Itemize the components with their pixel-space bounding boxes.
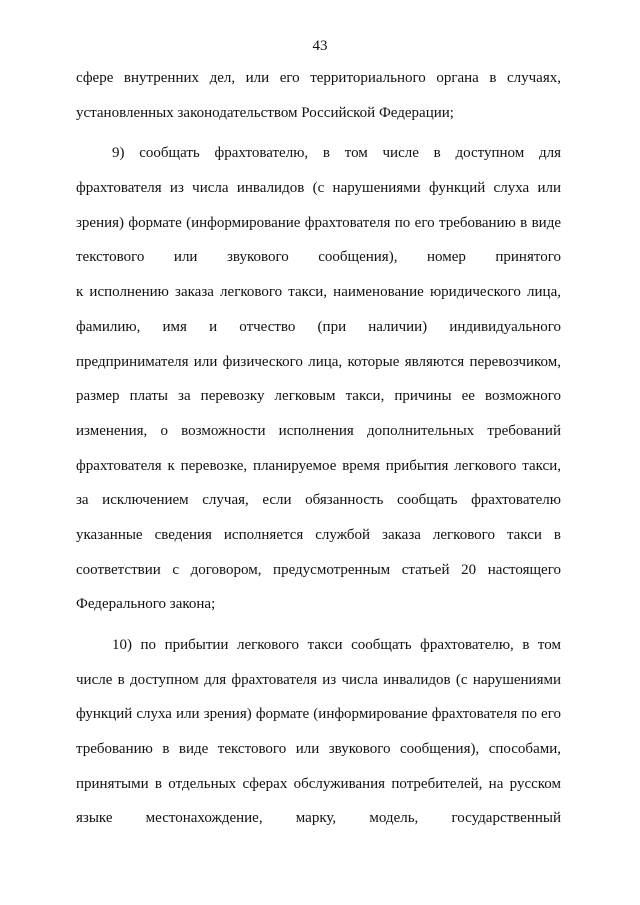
text-line: соответствии с договором, предусмотренным статьей 20 настоящего [76, 561, 561, 578]
text-line: фрахтователя к перевозке, планируемое время прибытия легкового такси, [76, 457, 561, 474]
document-body [76, 66, 561, 841]
text-line: числе в доступном для фрахтователя из числа инвалидов (с нарушениями [76, 671, 561, 688]
text-line: языке местонахождение, марку, модель, государственный [76, 810, 561, 827]
text-line: изменения, о возможности исполнения дополнительных требований [76, 422, 561, 439]
text-line: принятыми в отдельных сферах обслуживания потребителей, на русском [76, 775, 561, 792]
text-line: зрения) формате (информирование фрахтователя по его требованию в виде [76, 214, 561, 231]
page-number: 43 [312, 38, 328, 54]
text-line: фамилию, имя и отчество (при наличии) индивидуального [76, 318, 561, 335]
text-line: текстового или звукового сообщения), номер принятого [76, 249, 561, 266]
text-line: фрахтователя из числа инвалидов (с нарушениями функций слуха или [76, 180, 561, 197]
text-line: Федерального закона; [76, 596, 216, 613]
paragraph-item-9 [76, 141, 561, 627]
text-line: установленных законодательством Российской Федерации; [76, 104, 454, 121]
text-line: 10) по прибытии легкового такси сообщать фрахтователю, в том [112, 637, 561, 653]
text-line: размер платы за перевозку легковым такси, причины ее возможного [76, 388, 561, 405]
text-line: сфере внутренних дел, или его территориального органа в случаях, [76, 70, 561, 86]
paragraph [76, 66, 561, 135]
text-line: предпринимателя или физического лица, которые являются перевозчиком, [76, 353, 561, 370]
text-line: требованию в виде текстового или звукового сообщения), способами, [76, 741, 561, 758]
paragraph-item-10 [76, 633, 561, 841]
text-line: указанные сведения исполняется службой заказа легкового такси в [76, 526, 561, 543]
text-line: к исполнению заказа легкового такси, наименование юридического лица, [76, 284, 561, 301]
text-line: за исключением случая, если обязанность сообщать фрахтователю [76, 492, 561, 509]
text-line: 9) сообщать фрахтователю, в том числе в доступном для [112, 145, 561, 162]
text-line: функций слуха или зрения) формате (информирование фрахтователя по его [76, 706, 561, 723]
